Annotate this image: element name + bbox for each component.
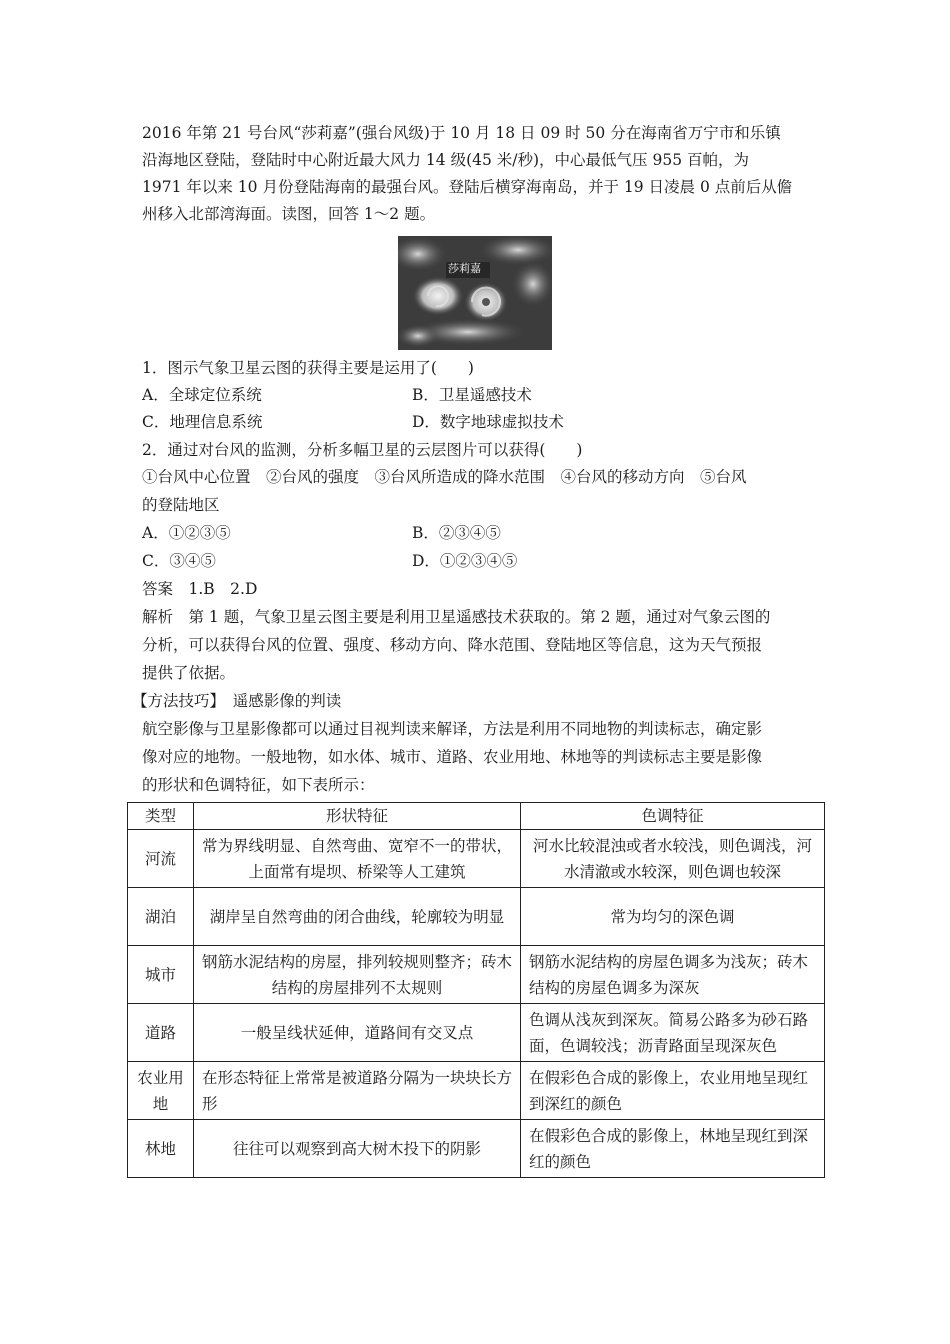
cloud-image-graphic [398, 236, 552, 350]
row-type: 河流 [128, 830, 194, 888]
row-shape: 往往可以观察到高大树木投下的阴影 [194, 1120, 521, 1178]
row-shape: 钢筋水泥结构的房屋，排列较规则整齐；砖木结构的房屋排列不太规则 [194, 946, 521, 1004]
table-row [128, 1120, 825, 1178]
row-shape: 在形态特征上常常是被道路分隔为一块块长方形 [194, 1062, 521, 1120]
question-2-items-line-1: ①台风中心位置 ②台风的强度 ③台风所造成的降水范围 ④台风的移动方向 ⑤台风 [142, 468, 747, 486]
question-1-option-a: A．全球定位系统 [142, 386, 262, 404]
satellite-cloud-image [398, 236, 552, 350]
question-2-items-line-2: 的登陆地区 [142, 496, 220, 514]
row-color: 色调从浅灰到深灰。简易公路多为砂石路面，色调较浅；沥青路面呈现深灰色 [521, 1004, 825, 1062]
row-color: 在假彩色合成的影像上，农业用地呈现红到深红的颜色 [521, 1062, 825, 1120]
question-2-option-c: C．③④⑤ [142, 552, 216, 570]
row-type: 道路 [128, 1004, 194, 1062]
intro-line-2: 沿海地区登陆，登陆时中心附近最大风力 14 级(45 米/秒)，中心最低气压 955 百帕，为 [142, 151, 749, 169]
table-row [128, 830, 825, 888]
analysis-line-2: 分析，可以获得台风的位置、强度、移动方向、降水范围、登陆地区等信息，这为天气预报 [142, 636, 763, 654]
row-color: 河水比较混浊或者水较浅，则色调浅，河水清澈或水较深，则色调也较深 [521, 830, 825, 888]
table-row [128, 888, 825, 946]
question-2-option-a: A．①②③⑤ [142, 524, 231, 542]
row-color: 钢筋水泥结构的房屋色调多为浅灰；砖木结构的房屋色调多为深灰 [521, 946, 825, 1004]
table-row [128, 1062, 825, 1120]
header-color: 色调特征 [521, 803, 825, 830]
typhoon-name-label: 莎莉嘉 [448, 262, 481, 275]
row-type: 湖泊 [128, 888, 194, 946]
intro-line-4: 州移入北部湾海面。读图，回答 1～2 题。 [142, 205, 436, 223]
answer-line: 答案 1.B 2.D [142, 580, 258, 598]
header-type: 类型 [128, 803, 194, 830]
question-1-stem: 1．图示气象卫星云图的获得主要是运用了( ) [142, 359, 474, 377]
row-color: 在假彩色合成的影像上，林地呈现红到深红的颜色 [521, 1120, 825, 1178]
interpretation-table [127, 802, 825, 1178]
row-type: 林地 [128, 1120, 194, 1178]
method-line-3: 的形状和色调特征，如下表所示： [142, 776, 375, 794]
question-1-option-d: D．数字地球虚拟技术 [412, 413, 564, 431]
table-row [128, 946, 825, 1004]
question-2-option-b: B．②③④⑤ [412, 524, 501, 542]
row-shape: 常为界线明显、自然弯曲、宽窄不一的带状，上面常有堤坝、桥梁等人工建筑 [194, 830, 521, 888]
analysis-line-3: 提供了依据。 [142, 664, 236, 682]
table-row [128, 1004, 825, 1062]
analysis-line-1: 解析 第 1 题，气象卫星云图主要是利用卫星遥感技术获取的。第 2 题，通过对气象云图的 [142, 608, 771, 626]
intro-line-3: 1971 年以来 10 月份登陆海南的最强台风。登陆后横穿海南岛，并于 19 日凌晨 0 点前后从儋 [142, 178, 793, 196]
intro-line-1: 2016 年第 21 号台风“莎莉嘉”(强台风级)于 10 月 18 日 09 时 50 分在海南省万宁市和乐镇 [142, 124, 781, 142]
question-2-stem: 2．通过对台风的监测，分析多幅卫星的云层图片可以获得( ) [142, 441, 583, 459]
row-type: 农业用地 [128, 1062, 194, 1120]
row-type: 城市 [128, 946, 194, 1004]
method-heading: 【方法技巧】 遥感影像的判读 [132, 692, 342, 710]
header-shape: 形状特征 [194, 803, 521, 830]
question-1-option-b: B．卫星遥感技术 [412, 386, 532, 404]
method-line-1: 航空影像与卫星影像都可以通过目视判读来解译，方法是利用不同地物的判读标志，确定影 [142, 720, 763, 738]
row-color: 常为均匀的深色调 [521, 888, 825, 946]
row-shape: 一般呈线状延伸，道路间有交叉点 [194, 1004, 521, 1062]
row-shape: 湖岸呈自然弯曲的闭合曲线，轮廓较为明显 [194, 888, 521, 946]
method-line-2: 像对应的地物。一般地物，如水体、城市、道路、农业用地、林地等的判读标志主要是影像 [142, 748, 763, 766]
table-header-row [128, 803, 825, 830]
question-2-option-d: D．①②③④⑤ [412, 552, 518, 570]
question-1-option-c: C．地理信息系统 [142, 413, 263, 431]
